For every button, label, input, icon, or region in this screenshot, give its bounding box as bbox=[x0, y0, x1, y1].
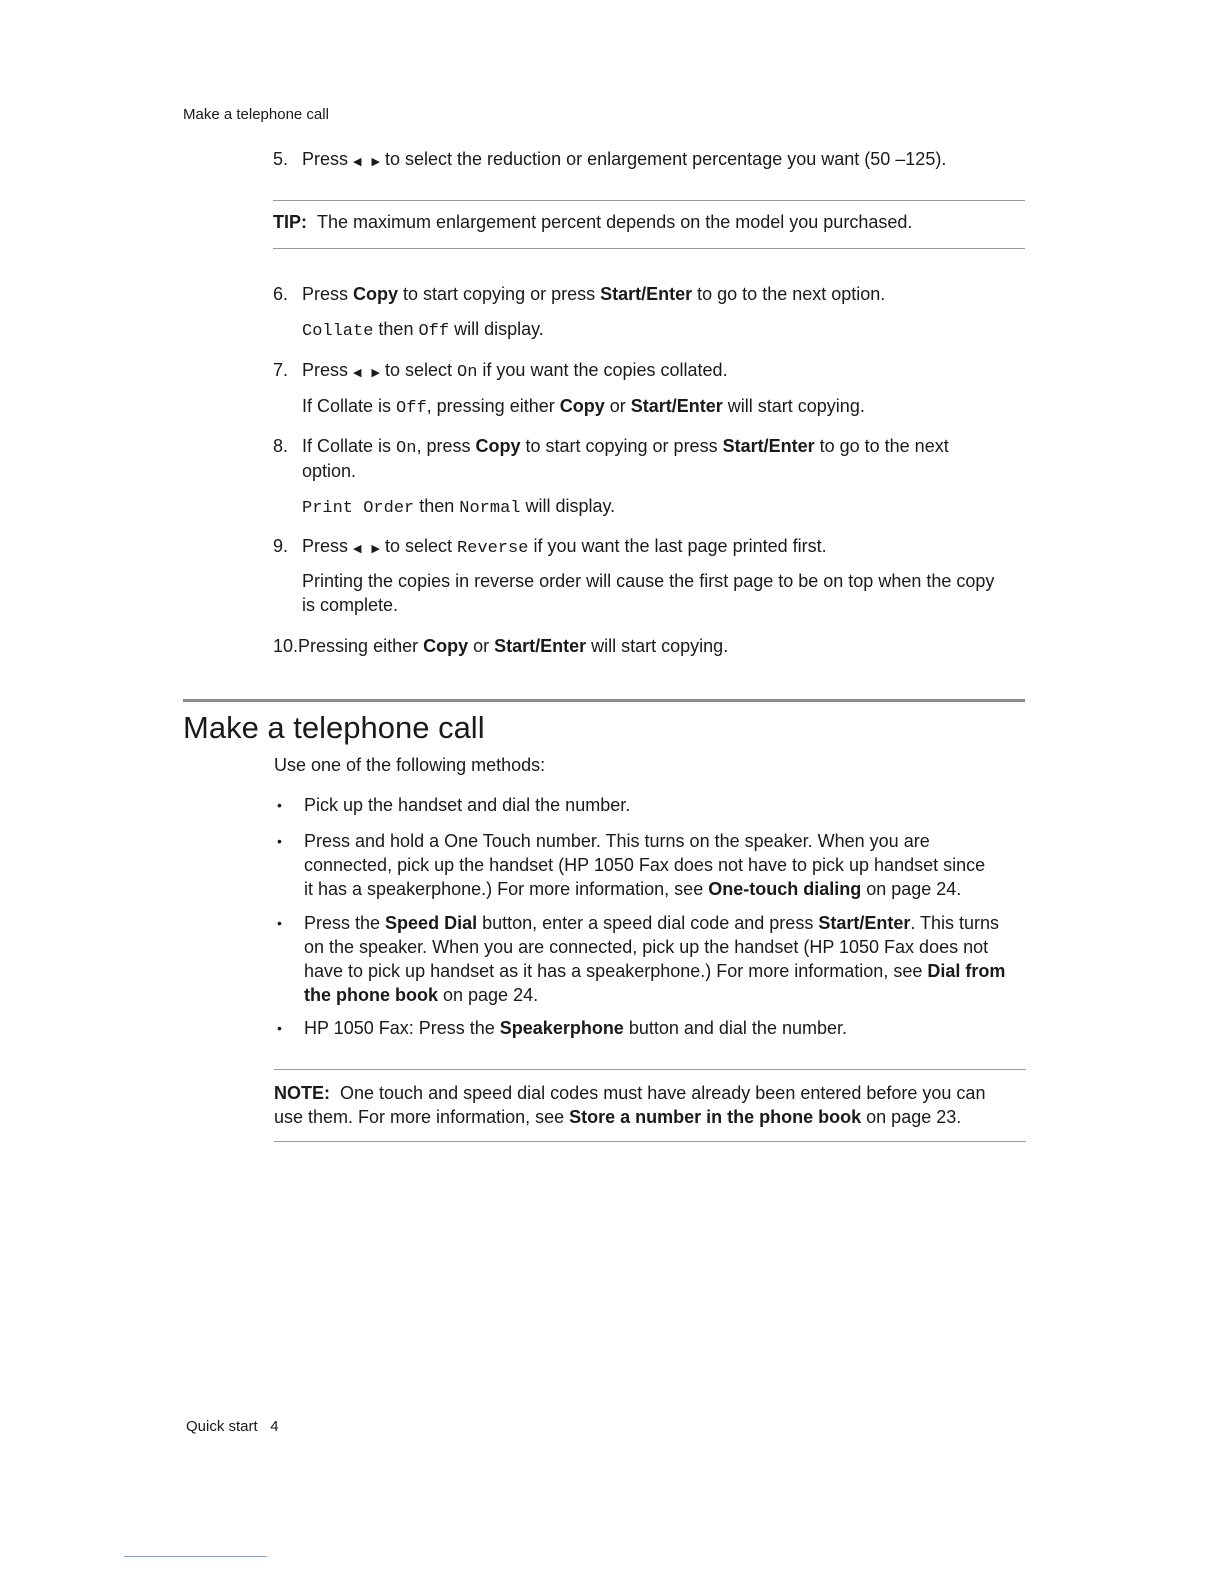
step-8-cont: option. bbox=[302, 461, 357, 481]
page-number: 4 bbox=[270, 1418, 279, 1435]
left-arrow-icon: ◀ bbox=[353, 543, 362, 555]
tip-label: TIP: bbox=[273, 212, 307, 232]
xref-store-number: Store a number in the phone book bbox=[569, 1107, 862, 1127]
left-arrow-icon: ◀ bbox=[353, 367, 362, 379]
note-bottom-rule bbox=[274, 1141, 1026, 1142]
section-heading: Make a telephone call bbox=[183, 710, 485, 745]
tip-text: The maximum enlargement percent depends on the model you purchased. bbox=[317, 212, 913, 232]
bullet-icon: • bbox=[277, 797, 282, 813]
step-10: 10.Pressing either Copy or Start/Enter will start copying. bbox=[273, 636, 729, 656]
step-6: 6. Press Copy to start copying or press Start/Enter to go to the next option. bbox=[273, 284, 886, 304]
note-label: NOTE: bbox=[274, 1083, 330, 1103]
section-rule bbox=[183, 699, 1025, 702]
footer-text: Quick start bbox=[186, 1418, 258, 1435]
tip bbox=[273, 210, 912, 235]
step-7-detail: If Collate is Off, pressing either Copy or Start/Enter will start copying. bbox=[302, 396, 865, 418]
note-top-rule bbox=[274, 1069, 1026, 1070]
note: NOTE: One touch and speed dial codes must have already been entered before you can use them. For more information, see Store a number in the phone book on page 23. bbox=[274, 1083, 986, 1127]
right-arrow-icon: ▶ bbox=[371, 156, 380, 168]
bullet-item-3: • Press the Speed Dial button, enter a speed dial code and press Start/Enter. This turns on the speaker. When you are connected, pick up the handset (HP 1050 Fax does not have to pick up handset as it has a speakerphone.) For more information, see Dial from the phone book on page 24. bbox=[277, 913, 1006, 1005]
step-7: 7. Press ◀ ▶ to select On if you want the copies collated. bbox=[273, 358, 728, 386]
right-arrow-icon: ▶ bbox=[371, 367, 380, 379]
step-8-detail: Print Order then Normal will display. bbox=[302, 496, 616, 518]
bullet-icon: • bbox=[277, 915, 282, 931]
step-6-detail: Collate then Off will display. bbox=[302, 319, 544, 341]
bullet-item-4: • HP 1050 Fax: Press the Speakerphone button and dial the number. bbox=[277, 1018, 847, 1038]
right-arrow-icon: ▶ bbox=[371, 543, 380, 555]
tip-bottom-rule bbox=[273, 248, 1025, 249]
running-header: Make a telephone call bbox=[183, 106, 329, 123]
bullet-item-2: • Press and hold a One Touch number. This turns on the speaker. When you are connected, pick up the handset (HP 1050 Fax does not have to pick up handset since it has a speakerphone.) For more information, see One-touch dialing on page 24. bbox=[277, 831, 986, 899]
bullet-icon: • bbox=[277, 833, 282, 849]
step-8: 8. If Collate is On, press Copy to start copying or press Start/Enter to go to the next bbox=[273, 436, 949, 458]
step-number: 10. bbox=[273, 636, 299, 656]
bullet-icon: • bbox=[277, 1020, 282, 1036]
step-5: 5. Press ◀ ▶ to select the reduction or enlargement percentage you want (50 –125). bbox=[273, 147, 946, 175]
xref-one-touch-dialing: One-touch dialing bbox=[708, 879, 862, 899]
section-intro: Use one of the following methods: bbox=[274, 755, 546, 775]
bottom-blue-line bbox=[124, 1556, 267, 1557]
tip-top-rule bbox=[273, 200, 1025, 201]
step-9-detail: Printing the copies in reverse order will cause the first page to be on top when the copy is complete. bbox=[302, 571, 995, 615]
footer bbox=[186, 1418, 279, 1435]
left-arrow-icon: ◀ bbox=[353, 156, 362, 168]
step-9: 9. Press ◀ ▶ to select Reverse if you want the last page printed first. bbox=[273, 534, 827, 562]
bullet-item-1: • Pick up the handset and dial the number. bbox=[277, 795, 631, 815]
xref-dial-from-phone-book: Dial from bbox=[927, 961, 1006, 981]
step-number: 5. bbox=[273, 149, 289, 169]
